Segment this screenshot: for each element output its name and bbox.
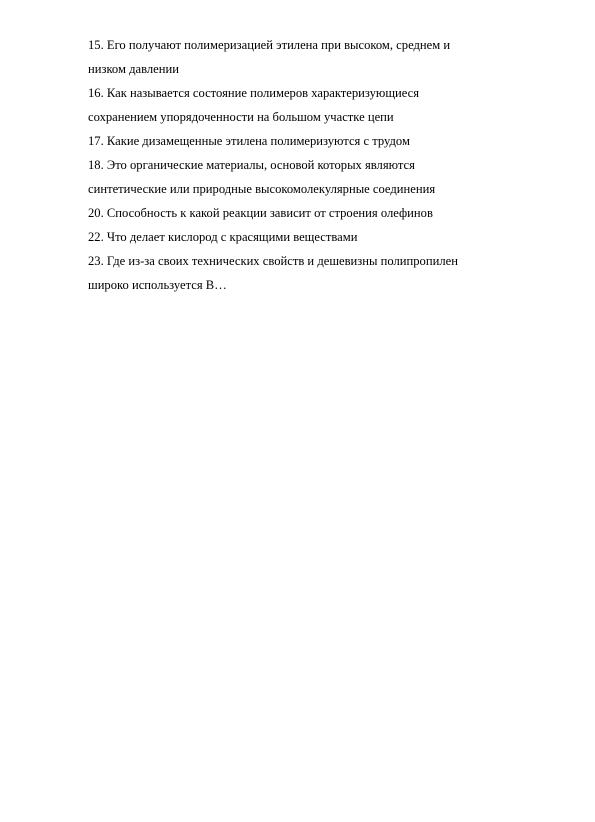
question-22: 22. Что делает кислород с красящими веществами xyxy=(88,230,358,244)
question-23: 23. Где из-за своих технических свойств и дешевизны полипропилен широко используется В… xyxy=(88,254,458,292)
question-17: 17. Какие дизамещенные этилена полимеризуются с трудом xyxy=(88,134,410,148)
question-18: 18. Это органические материалы, основой которых являются синтетические или природные высокомолекулярные соединения xyxy=(88,158,436,196)
question-15: 15. Его получают полимеризацией этилена при высоком, среднем и низком давлении xyxy=(88,38,451,76)
question-20: 20. Способность к какой реакции зависит от строения олефинов xyxy=(88,206,433,220)
question-16: 16. Как называется состояние полимеров характеризующиеся сохранением упорядоченности на большом участке цепи xyxy=(88,86,420,124)
question-list xyxy=(88,33,528,297)
